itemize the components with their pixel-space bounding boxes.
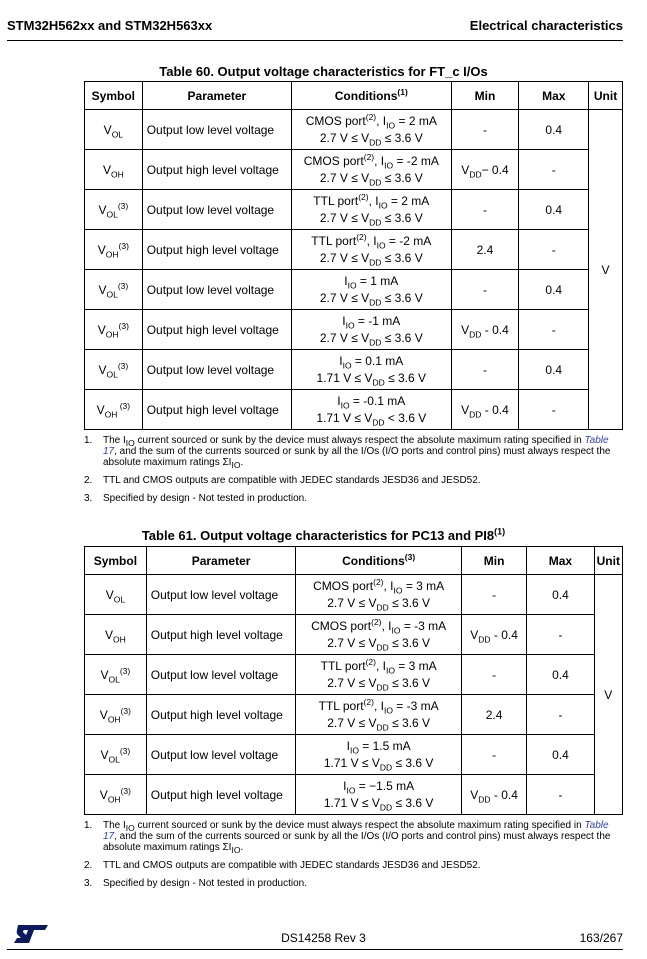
cell-parameter: Output low level voltage: [142, 190, 291, 230]
cell-max: 0.4: [519, 350, 589, 390]
th-min: Min: [451, 82, 519, 110]
cell-min: -: [451, 110, 519, 150]
cell-conditions: CMOS port$^{(2)}$, $I_{IO} = -2$ mA 2.7 $V \le V_{DD} \le 3.6$ V: [292, 150, 451, 190]
cell-unit: V: [589, 110, 623, 430]
th-parameter: Parameter: [146, 547, 296, 575]
cell-symbol: $V_{OL}$: [85, 575, 147, 615]
cell-symbol: $V_{OL}^{(3)}$: [85, 190, 143, 230]
cell-symbol: $V_{OL}$: [85, 110, 143, 150]
table60: [84, 81, 623, 430]
cell-parameter: Output high level voltage: [146, 615, 296, 655]
cell-conditions: CMOS port$^{(2)}$, $I_{IO} = -3$ mA 2.7 $V \le V_{DD} \le 3.6$ V: [296, 615, 462, 655]
cell-conditions: $I_{IO} = 1.5$ mA 1.71 $V \le V_{DD} \le 3.6$ V: [296, 735, 462, 775]
cell-max: -: [519, 230, 589, 270]
table60-notes: [84, 435, 614, 511]
table-row: [85, 110, 623, 150]
footnote: 2. TTL and CMOS outputs are compatible with JEDEC standards JESD36 and JESD52.: [84, 475, 481, 486]
cell-symbol: $V_{OH}$ $^{(3)}$: [85, 390, 143, 430]
th-conditions: Conditions$^{(3)}$: [296, 547, 462, 575]
cell-min: -: [451, 270, 519, 310]
cell-conditions: CMOS port$^{(2)}$, $I_{IO} = 2$ mA 2.7 $V \le V_{DD} \le 3.6$ V: [292, 110, 451, 150]
footnote: 1. The $I_{IO}$ current sourced or sunk by the device must always respect the absolute maximum rating specified in Table 17, and the sum of the currents sourced or sunk by all the I/Os (I/O ports and control pins) must always respect the absolute maximum ratings $\Sigma I_{IO}$.: [84, 820, 611, 855]
cell-min: 2.4: [461, 695, 526, 735]
cell-max: 0.4: [527, 575, 594, 615]
footnote: 3. Specified by design - Not tested in production.: [84, 493, 308, 504]
cell-symbol: $V_{OH}^{(3)}$: [85, 310, 143, 350]
cell-symbol: $V_{OH}^{(3)}$: [85, 695, 147, 735]
cell-max: -: [519, 390, 589, 430]
cell-max: 0.4: [519, 190, 589, 230]
footnote: 2. TTL and CMOS outputs are compatible with JEDEC standards JESD36 and JESD52.: [84, 860, 481, 871]
footnote: 3. Specified by design - Not tested in production.: [84, 878, 308, 889]
cell-symbol: $V_{OH}^{(3)}$: [85, 775, 147, 815]
table-row: [85, 775, 623, 815]
table-link[interactable]: Table 17: [103, 435, 609, 457]
cell-max: -: [527, 695, 594, 735]
cell-max: 0.4: [527, 655, 594, 695]
cell-conditions: TTL port$^{(2)}$, $I_{IO} = 3$ mA 2.7 $V \le V_{DD} \le 3.6$ V: [296, 655, 462, 695]
footnote: 1. The $I_{IO}$ current sourced or sunk by the device must always respect the absolute maximum rating specified in Table 17, and the sum of the currents sourced or sunk by all the I/Os (I/O ports and control pins) must always respect the absolute maximum ratings $\Sigma I_{IO}$.: [84, 435, 611, 470]
th-min: Min: [461, 547, 526, 575]
cell-min: $V_{DD} - 0.4$: [461, 615, 526, 655]
cell-max: -: [527, 775, 594, 815]
th-symbol: Symbol: [85, 82, 143, 110]
table-row: [85, 270, 623, 310]
cell-parameter: Output high level voltage: [142, 150, 291, 190]
table-row: [85, 350, 623, 390]
cell-parameter: Output low level voltage: [142, 110, 291, 150]
table-row: [85, 310, 623, 350]
table-link[interactable]: Table 17: [103, 820, 609, 842]
cell-min: -: [461, 575, 526, 615]
cell-parameter: Output high level voltage: [142, 390, 291, 430]
th-symbol: Symbol: [85, 547, 147, 575]
cell-max: -: [519, 150, 589, 190]
table61-notes: [84, 820, 614, 896]
cell-min: -: [461, 655, 526, 695]
table61-caption: Table 61. Output voltage characteristics for PC13 and PI8$^{(1)}$: [141, 526, 506, 543]
cell-max: 0.4: [519, 110, 589, 150]
cell-symbol: $V_{OH}^{(3)}$: [85, 230, 143, 270]
header-section: Electrical characteristics: [469, 18, 623, 33]
cell-conditions: $I_{IO} = -1.5$ mA 1.71 $V \le V_{DD} \le 3.6$ V: [296, 775, 462, 815]
cell-min: $V_{DD}- 0.4$: [451, 150, 519, 190]
cell-parameter: Output high level voltage: [146, 775, 296, 815]
cell-parameter: Output low level voltage: [142, 270, 291, 310]
cell-min: $V_{DD} - 0.4$: [461, 775, 526, 815]
cell-min: -: [461, 735, 526, 775]
table-row: [85, 695, 623, 735]
table-row: [85, 150, 623, 190]
cell-min: $V_{DD} - 0.4$: [451, 390, 519, 430]
page-number: 163/267: [579, 931, 623, 945]
table-row: [85, 230, 623, 270]
th-max: Max: [519, 82, 589, 110]
cell-symbol: $V_{OL}^{(3)}$: [85, 350, 143, 390]
table61: [84, 546, 623, 815]
th-unit: Unit: [589, 82, 623, 110]
cell-conditions: $I_{IO} = -1$ mA 2.7 $V \le V_{DD} \le 3.6$ V: [292, 310, 451, 350]
table-row: [85, 735, 623, 775]
footer-divider: [7, 949, 623, 950]
table-row: [85, 655, 623, 695]
cell-conditions: TTL port$^{(2)}$, $I_{IO} = -3$ mA 2.7 $V \le V_{DD} \le 3.6$ V: [296, 695, 462, 735]
cell-symbol: $V_{OL}^{(3)}$: [85, 735, 147, 775]
cell-conditions: TTL port$^{(2)}$, $I_{IO} = -2$ mA 2.7 $V \le V_{DD} \le 3.6$ V: [292, 230, 451, 270]
cell-min: -: [451, 190, 519, 230]
doc-id: DS14258 Rev 3: [281, 931, 366, 945]
cell-min: 2.4: [451, 230, 519, 270]
cell-min: -: [451, 350, 519, 390]
cell-parameter: Output low level voltage: [146, 575, 296, 615]
th-parameter: Parameter: [142, 82, 291, 110]
cell-parameter: Output low level voltage: [146, 655, 296, 695]
cell-parameter: Output high level voltage: [142, 230, 291, 270]
table60-caption: Table 60. Output voltage characteristics for FT_c I/Os: [159, 64, 488, 79]
cell-parameter: Output low level voltage: [142, 350, 291, 390]
table-row: [85, 390, 623, 430]
cell-conditions: $I_{IO} = 1$ mA 2.7 $V \le V_{DD} \le 3.6$ V: [292, 270, 451, 310]
cell-parameter: Output high level voltage: [142, 310, 291, 350]
cell-symbol: $V_{OH}$: [85, 150, 143, 190]
table-row: [85, 190, 623, 230]
header-title: STM32H562xx and STM32H563xx: [7, 18, 213, 33]
cell-max: 0.4: [527, 735, 594, 775]
cell-symbol: $V_{OH}$: [85, 615, 147, 655]
table-row: [85, 615, 623, 655]
cell-max: -: [527, 615, 594, 655]
cell-conditions: CMOS port$^{(2)}$, $I_{IO} = 3$ mA 2.7 $V \le V_{DD} \le 3.6$ V: [296, 575, 462, 615]
cell-parameter: Output low level voltage: [146, 735, 296, 775]
th-max: Max: [527, 547, 594, 575]
table-row: [85, 575, 623, 615]
cell-symbol: $V_{OL}^{(3)}$: [85, 655, 147, 695]
th-conditions: Conditions$^{(1)}$: [292, 82, 451, 110]
cell-conditions: $I_{IO} = -0.1$ mA 1.71 $V \le V_{DD} < 3.6$ V: [292, 390, 451, 430]
cell-parameter: Output high level voltage: [146, 695, 296, 735]
cell-max: 0.4: [519, 270, 589, 310]
cell-conditions: TTL port$^{(2)}$, $I_{IO} = 2$ mA 2.7 $V \le V_{DD} \le 3.6$ V: [292, 190, 451, 230]
cell-max: -: [519, 310, 589, 350]
header-divider: [7, 40, 623, 41]
cell-symbol: $V_{OL}^{(3)}$: [85, 270, 143, 310]
cell-conditions: $I_{IO} = 0.1$ mA 1.71 $V \le V_{DD} \le 3.6$ V: [292, 350, 451, 390]
cell-min: $V_{DD} - 0.4$: [451, 310, 519, 350]
th-unit: Unit: [594, 547, 622, 575]
cell-unit: V: [594, 575, 622, 815]
